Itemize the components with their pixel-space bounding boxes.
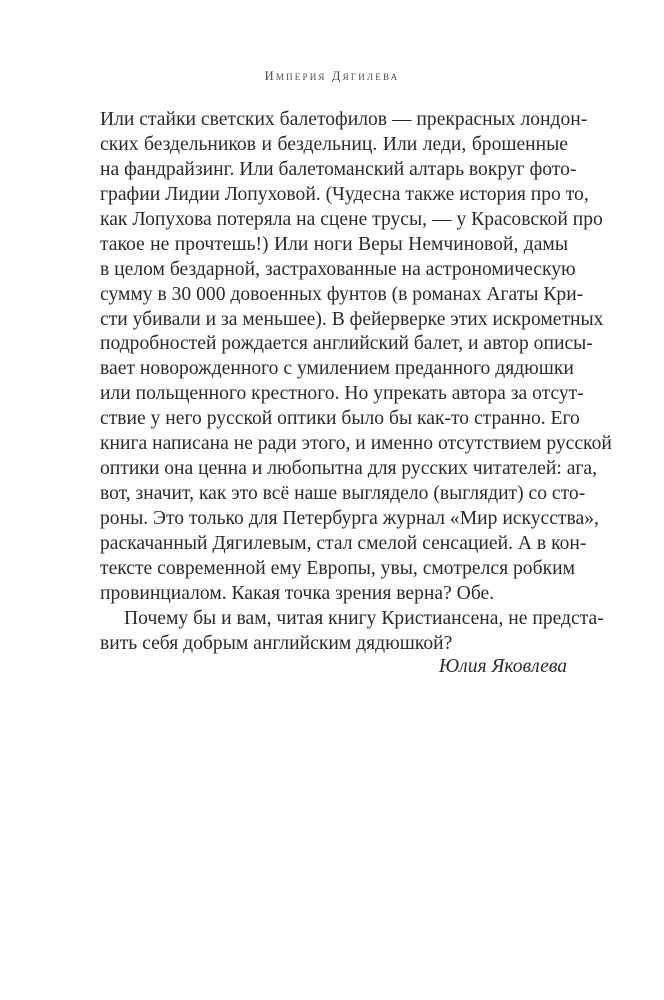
text-line: тексте современной ему Европы, увы, смотрелся робким xyxy=(100,557,575,579)
text-line: роны. Это только для Петербурга журнал «Мир искусства», xyxy=(100,508,599,529)
running-head: Империя Дягилева xyxy=(264,69,400,83)
text-line: вот, значит, как это всё наше выглядело (выглядит) со сто- xyxy=(100,483,586,505)
text-line: раскачанный Дягилевым, стал смелой сенсацией. А в кон- xyxy=(100,532,587,554)
paragraph-2 xyxy=(100,607,604,657)
text-line: оптики она ценна и любопытна для русских читателей: ага, xyxy=(100,458,598,480)
text-line: Почему бы и вам, читая книгу Кристиансена, не предста- xyxy=(124,607,604,629)
text-line: на фандрайзинг. Или балетоманский алтарь вокруг фото- xyxy=(100,158,577,180)
text-line: сумму в 30 000 довоенных фунтов (в романах Агаты Кри- xyxy=(100,283,584,305)
text-line: графии Лидии Лопуховой. (Чудесна также история про то, xyxy=(100,183,589,205)
text-line: сти убивали и за меньшее). В фейерверке этих искрометных xyxy=(100,308,604,330)
author-signature: Юлия Яковлева xyxy=(438,656,567,677)
text-line: или польщенного крестного. Но упрекать автора за отсут- xyxy=(100,383,584,405)
text-line: вить себя добрым английским дядюшкой? xyxy=(100,632,453,654)
paragraph-1 xyxy=(100,108,612,607)
text-line: подробностей рождается английский балет, и автор описы- xyxy=(100,333,593,355)
text-line: Или стайки светских балетофилов — прекрасных лондон- xyxy=(100,109,588,130)
text-line: ствие у него русской оптики было бы как-то странно. Его xyxy=(100,408,580,430)
text-line: ских бездельников и бездельниц. Или леди, брошенные xyxy=(100,133,568,155)
text-line: как Лопухова потеряла на сцене трусы, — у Красовской про xyxy=(100,208,603,230)
text-line: в целом бездарной, застрахованные на астрономическую xyxy=(100,258,576,280)
text-line: такое не прочтешь!) Или ноги Веры Немчиновой, дамы xyxy=(100,233,568,255)
body-text xyxy=(100,108,612,657)
text-line: книга написана не ради этого, и именно отсутствием русской xyxy=(100,433,612,455)
text-line: провинциалом. Какая точка зрения верна? Обе. xyxy=(100,582,495,604)
text-line: вает новорожденного с умилением преданного дядюшки xyxy=(100,358,574,380)
